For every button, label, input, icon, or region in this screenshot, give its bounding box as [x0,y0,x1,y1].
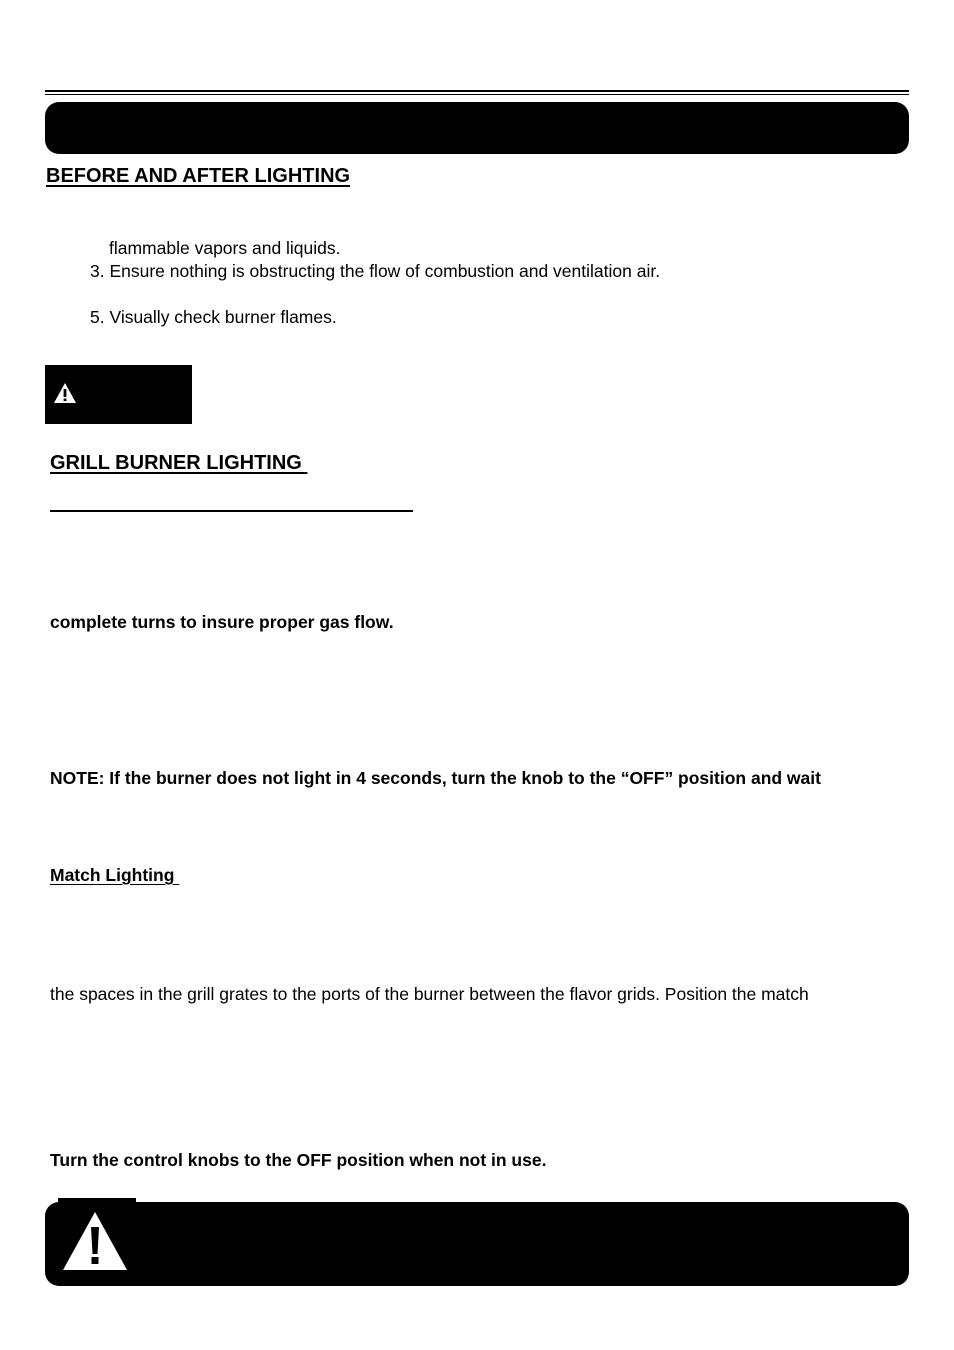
subsection-underline [50,510,413,512]
section-header-bar [45,102,909,154]
match-lighting-heading: Match Lighting [50,865,180,885]
warning-triangle-icon [61,1210,129,1272]
list-line-vapors: flammable vapors and liquids. [109,238,341,258]
gas-flow-instruction: complete turns to insure proper gas flow. [50,612,394,632]
control-knobs-off-instruction: Turn the control knobs to the OFF position when not in use. [50,1150,547,1170]
match-lighting-line: the spaces in the grill grates to the ports of the burner between the flavor grids. Position the match [50,984,809,1004]
top-rule-thin [45,94,909,95]
list-item-5: 5. Visually check burner flames. [90,307,337,327]
list-item-3: 3. Ensure nothing is obstructing the flow of combustion and ventilation air. [90,261,661,281]
warning-label-box [45,365,192,424]
footer-warning-bar [45,1202,909,1286]
grill-burner-lighting-heading: GRILL BURNER LIGHTING [50,452,308,474]
before-after-lighting-heading: BEFORE AND AFTER LIGHTING [46,165,351,187]
burner-note: NOTE: If the burner does not light in 4 seconds, turn the knob to the “OFF” position and wait [50,768,821,788]
top-rule [45,90,909,92]
warning-triangle-icon [53,382,77,404]
